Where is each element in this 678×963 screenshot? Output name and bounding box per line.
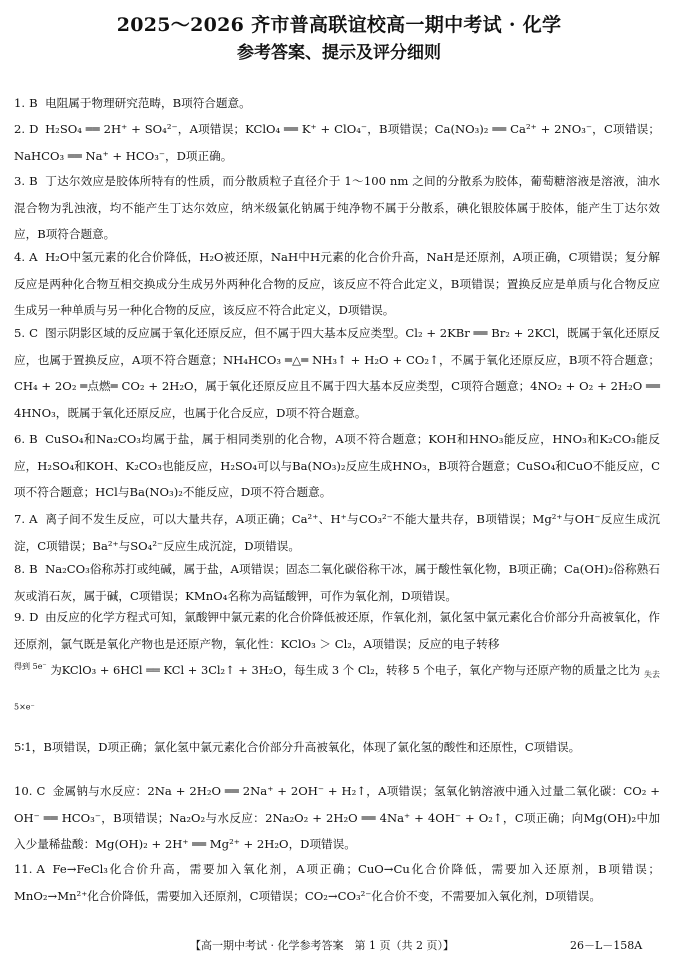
item-number: 3. <box>14 174 26 188</box>
q9-gain-label: 得到 5e⁻ <box>14 662 47 671</box>
item-answer: C <box>29 326 38 340</box>
answer-item-5 <box>14 320 660 426</box>
item-answer: C <box>36 784 46 798</box>
q9-continuation-text: 5∶1，B项错误，D项正确；氯化氢中氯元素化合价部分升高被氧化，体现了氯化氢的酸性和还原性，C项错误。 <box>14 740 581 754</box>
answer-item-3 <box>14 168 660 248</box>
item-number: 10. <box>14 784 33 798</box>
item-explanation: 电阻属于物理研究范畴，B项符合题意。 <box>45 96 251 110</box>
answer-item-11 <box>14 856 660 909</box>
item-answer: B <box>29 432 38 446</box>
answer-item-4 <box>14 244 660 324</box>
item-answer: D <box>29 610 39 624</box>
item-explanation: 由反应的化学方程式可知，氯酸钾中氯元素的化合价降低被还原，作氧化剂，氯化氢中氯元素化合价部分升高被氧化，作还原剂，氯气既是氧化产物也是还原产物，氧化性：KClO₃ ＞ Cl₂，A项错误；反应的电子转移 <box>14 610 660 651</box>
answer-item-6 <box>14 426 660 506</box>
item-number: 9. <box>14 610 26 624</box>
page-subtitle: 参考答案、提示及评分细则 <box>237 43 441 63</box>
item-answer: A <box>29 512 38 526</box>
item-number: 7. <box>14 512 26 526</box>
answer-item-9 <box>14 604 660 657</box>
answer-item-10 <box>14 778 660 858</box>
item-number: 5. <box>14 326 26 340</box>
item-number: 6. <box>14 432 26 446</box>
item-answer: A <box>36 862 45 876</box>
item-number: 2. <box>14 122 26 136</box>
item-answer: B <box>29 96 38 110</box>
footer-page-label: 【高一期中考试 · 化学参考答案 第 1 页（共 2 页）】 <box>190 939 454 952</box>
item-explanation: H₂O中氢元素的化合价降低，H₂O被还原，NaH中H元素的化合价升高，NaH是还原剂，A项正确，C项错误；复分解反应是两种化合物互相交换成分生成另外两种化合物的反应，该反应不符合此定义，B项错误；置换反应是单质与化合物反应生成另一种单质与另一种化合物的反应，该反应不符合此定义，D项错误。 <box>14 250 660 317</box>
item-number: 8. <box>14 562 26 576</box>
item-explanation: CuSO₄和Na₂CO₃均属于盐，属于相同类别的化合物，A项不符合题意；KOH和HNO₃能反应，HNO₃和K₂CO₃能反应，H₂SO₄和KOH、K₂CO₃也能反应，H₂SO₄可以与Ba(NO₃)₂反应生成HNO₃，B项符合题意；CuSO₄和CuO不能反应，C项不符合题意；HCl与Ba(NO₃)₂不能反应，D项不符合题意。 <box>14 432 660 499</box>
answer-item-2 <box>14 116 660 169</box>
item-answer: B <box>29 562 38 576</box>
q9-continuation <box>14 734 660 761</box>
item-explanation: Fe→FeCl₃化合价升高，需要加入氧化剂，A项正确；CuO→Cu化合价降低，需要加入还原剂，B项错误；MnO₂→Mn²⁺化合价降低，需要加入还原剂，C项错误；CO₂→CO₃²⁻化合价不变，不需要加入氧化剂，D项错误。 <box>14 862 660 903</box>
item-explanation: H₂SO₄ ══ 2H⁺ + SO₄²⁻，A项错误；KClO₄ ══ K⁺ + ClO₄⁻，B项错误；Ca(NO₃)₂ ══ Ca²⁺ + 2NO₃⁻，C项错误；NaHCO₃ ══ Na⁺ + HCO₃⁻，D项正确。 <box>14 122 660 163</box>
q9-transfer-equation <box>14 654 660 720</box>
item-answer: B <box>29 174 38 188</box>
item-number: 11. <box>14 862 33 876</box>
q9-loss-label: 失去 5×e⁻ <box>14 670 661 711</box>
answer-item-8 <box>14 556 660 609</box>
item-explanation: 离子间不发生反应，可以大量共存，A项正确；Ca²⁺、H⁺与CO₃²⁻不能大量共存，B项错误；Mg²⁺与OH⁻反应生成沉淀，C项错误；Ba²⁺与SO₄²⁻反应生成沉淀，D项错误。 <box>14 512 660 553</box>
item-answer: D <box>29 122 39 136</box>
item-explanation: 丁达尔效应是胶体所特有的性质，而分散质粒子直径介于 1～100 nm 之间的分散系为胶体，葡萄糖溶液是溶液，油水混合物为乳浊液，均不能产生丁达尔效应，纳米级氯化钠属于纯净物不属于分散系，碘化银胶体属于胶体，能产生丁达尔效应，B项符合题意。 <box>14 174 660 241</box>
footer-code: 26－L－158A <box>570 939 643 952</box>
item-number: 1. <box>14 96 26 110</box>
q9-equation: 为KClO₃ + 6HCl ══ KCl + 3Cl₂↑ + 3H₂O，每生成 3 个 Cl₂，转移 5 个电子，氧化产物与还原产物的质量之比为 <box>50 662 641 677</box>
item-number: 4. <box>14 250 26 264</box>
item-answer: A <box>29 250 38 264</box>
page-title: 2025～2026 齐市普高联谊校高一期中考试 · 化学 <box>116 14 562 36</box>
item-explanation: 图示阴影区域的反应属于氧化还原反应，但不属于四大基本反应类型。Cl₂ + 2KBr ══ Br₂ + 2KCl，既属于氧化还原反应，也属于置换反应，A项不符合题意；NH₄HCO₃ ═△═ NH₃↑ + H₂O + CO₂↑，不属于氧化还原反应，B项不符合题意；CH₄ + 2O₂ ═点燃═ CO₂ + 2H₂O，属于氧化还原反应且不属于四大基本反应类型，C项符合题意；4NO₂ + O₂ + 2H₂O ══ 4HNO₃，既属于氧化还原反应，也属于化合反应，D项不符合题意。 <box>14 326 660 420</box>
answer-item-7 <box>14 506 660 559</box>
answer-item-1 <box>14 90 660 117</box>
item-explanation: Na₂CO₃俗称苏打或纯碱，属于盐，A项错误；固态二氧化碳俗称干冰，属于酸性氧化物，B项正确；Ca(OH)₂俗称熟石灰或消石灰，属于碱，C项错误；KMnO₄名称为高锰酸钾，可作为氧化剂，D项错误。 <box>14 562 660 603</box>
item-explanation: 金属钠与水反应：2Na + 2H₂O ══ 2Na⁺ + 2OH⁻ + H₂↑，A项错误；氢氧化钠溶液中通入过量二氧化碳：CO₂ + OH⁻ ══ HCO₃⁻，B项错误；Na₂O₂与水反应：2Na₂O₂ + 2H₂O ══ 4Na⁺ + 4OH⁻ + O₂↑，C项正确；向Mg(OH)₂中加入少量稀盐酸：Mg(OH)₂ + 2H⁺ ══ Mg²⁺ + 2H₂O，D项错误。 <box>14 784 660 851</box>
